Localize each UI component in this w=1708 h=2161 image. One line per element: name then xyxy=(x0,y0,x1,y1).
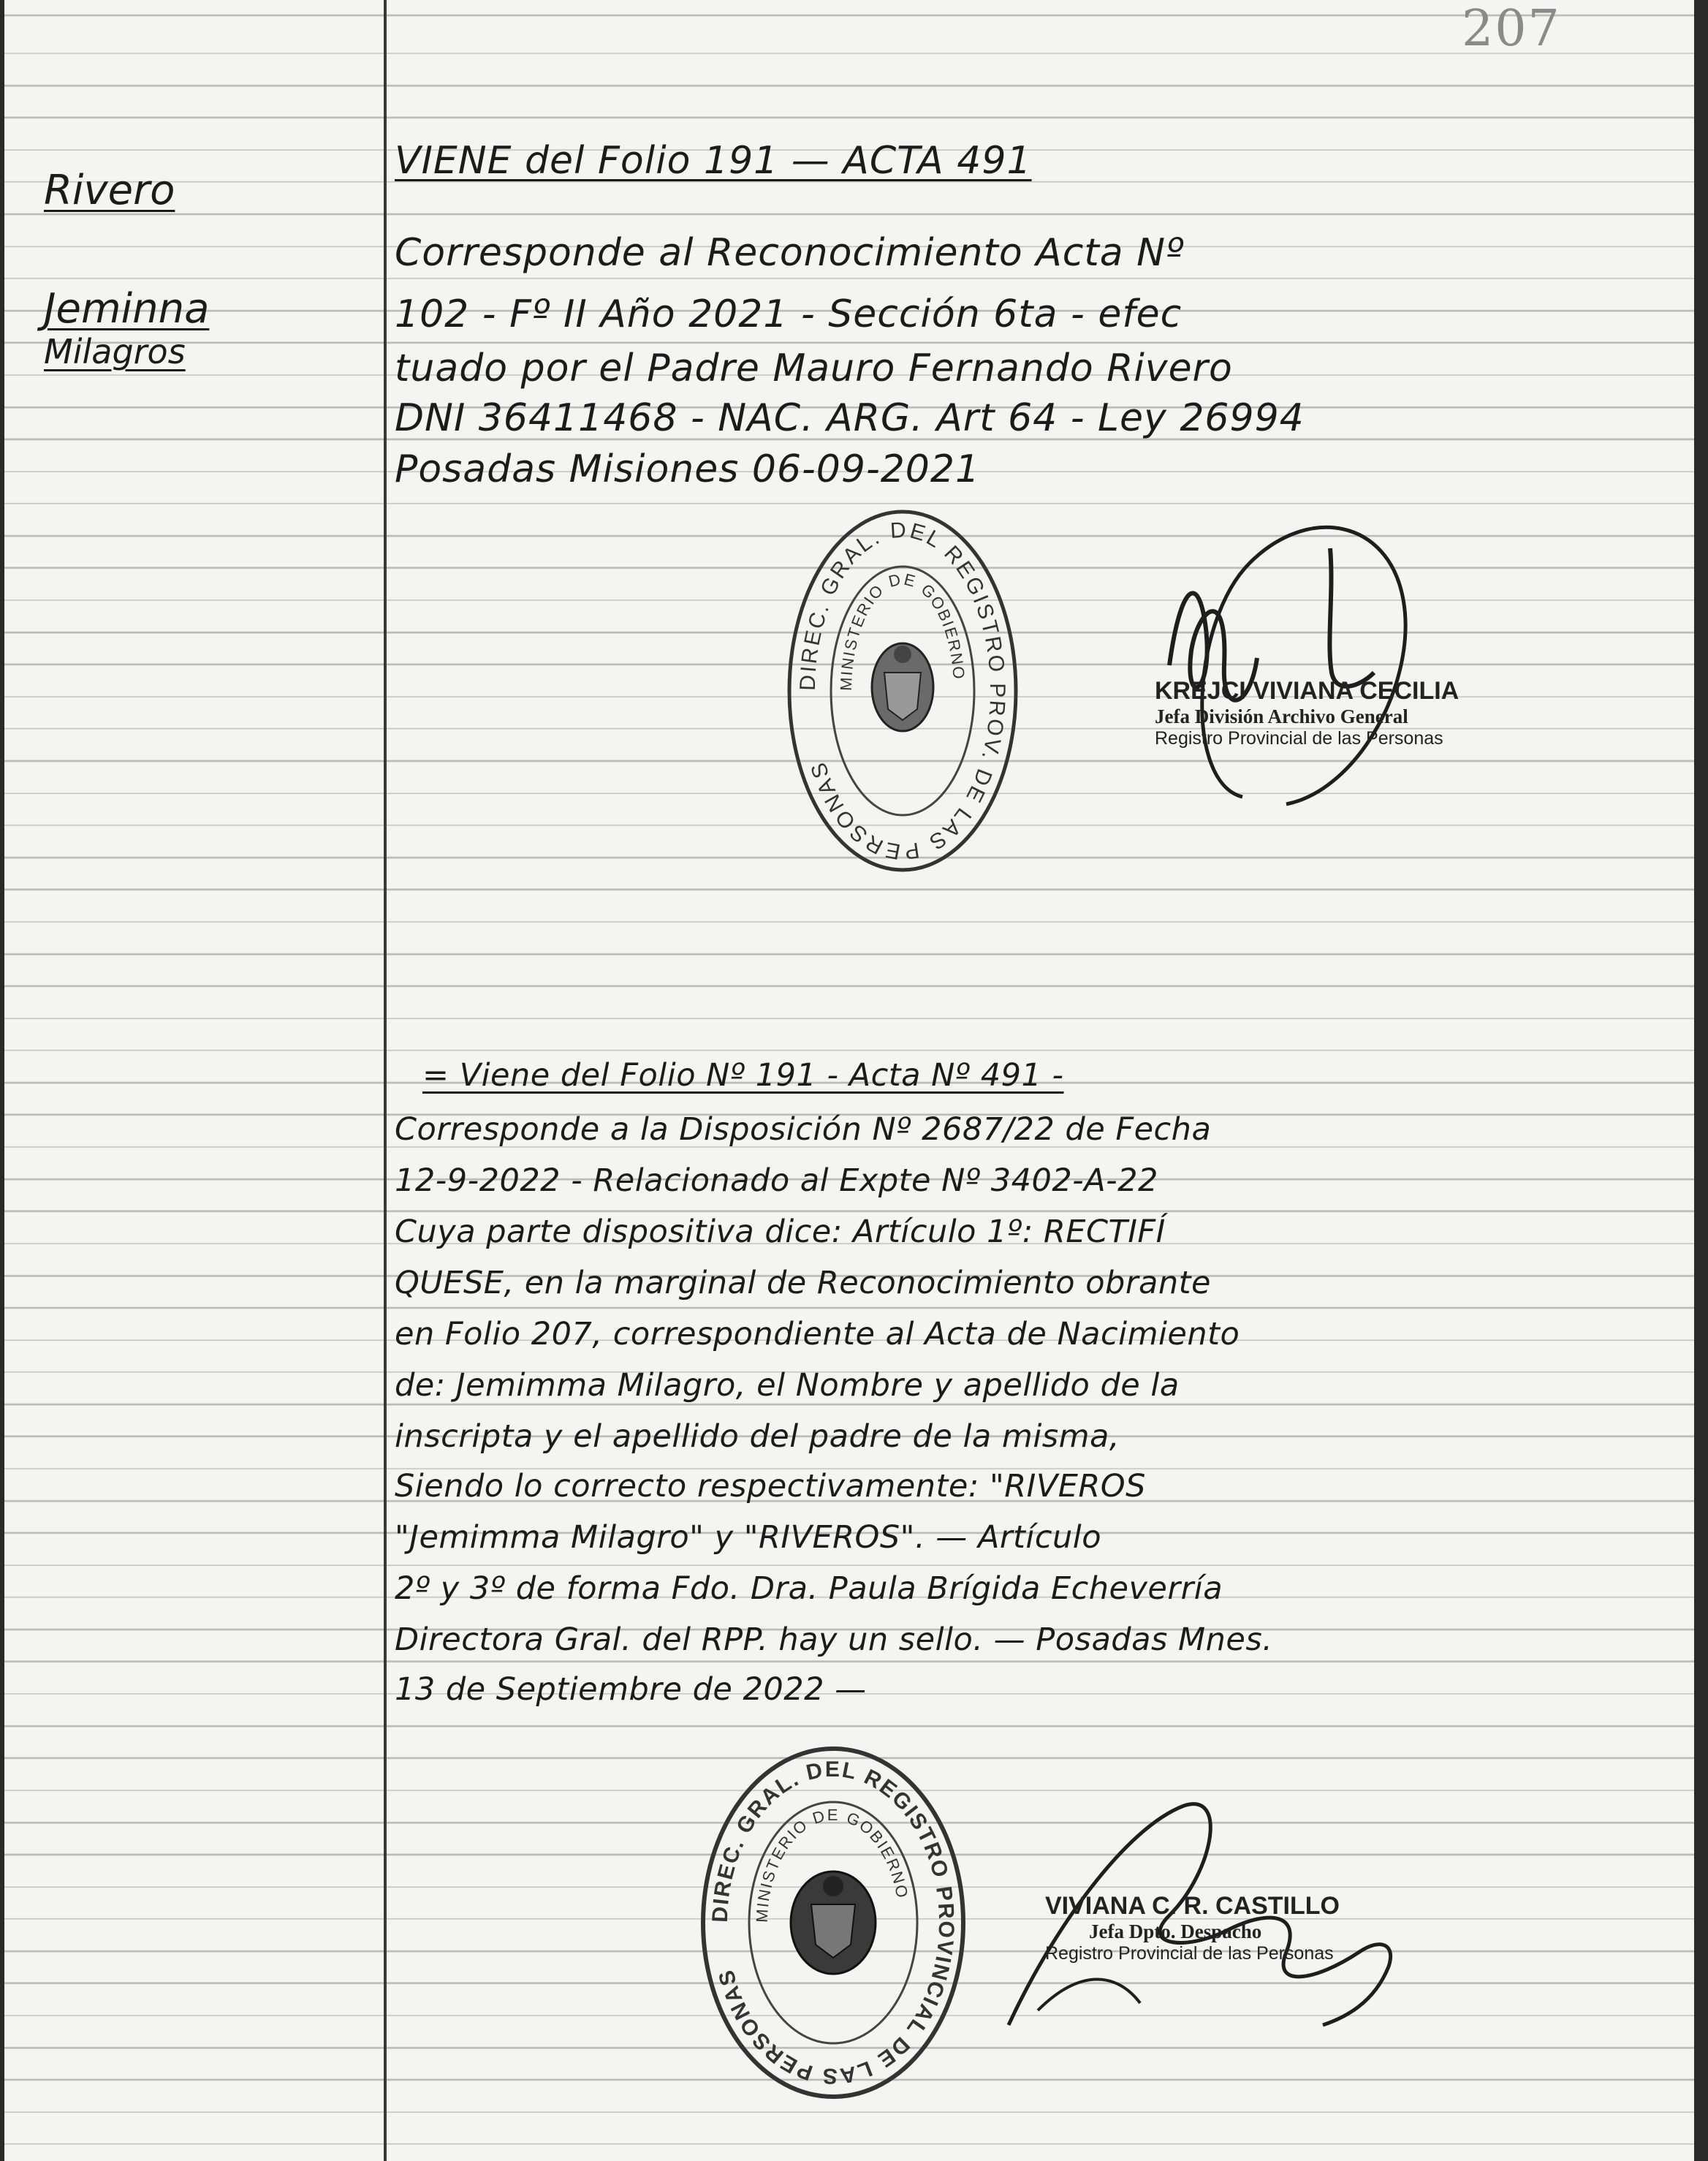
entry1-line-1: VIENE del Folio 191 — ACTA 491 xyxy=(395,139,1032,183)
entry1-line-6: Posadas Misiones 06-09-2021 xyxy=(395,447,981,491)
margin-second-name: Milagros xyxy=(44,332,186,371)
entry2-line-3: 12-9-2022 - Relacionado al Expte Nº 3402-A-22 xyxy=(395,1162,1158,1199)
signatory-1-name: KREJCI VIVIANA CECILIA xyxy=(1155,677,1460,705)
seal-1-coat-of-arms-icon xyxy=(872,643,933,731)
left-binding-edge xyxy=(0,0,4,2161)
entry2-line-10: "Jemimma Milagro" y "RIVEROS". — Artículo xyxy=(395,1519,1102,1556)
entry2-line-9: Siendo lo correcto respectivamente: "RIVEROS xyxy=(395,1468,1146,1505)
seal-1-outer-text: DIREC. GRAL. DEL REGISTRO PROV. DE LAS PERSONAS xyxy=(795,518,1010,864)
seal-2-coat-of-arms-icon xyxy=(791,1872,876,1974)
signature-block-1 xyxy=(1155,677,1459,749)
margin-first-name: Jeminna xyxy=(44,285,210,333)
entry2-line-8: inscripta y el apellido del padre de la misma, xyxy=(395,1418,1120,1455)
entry1-line-4: tuado por el Padre Mauro Fernando Rivero xyxy=(395,347,1233,390)
entry2-line-12: Directora Gral. del RPP. hay un sello. — Posadas Mnes. xyxy=(395,1621,1273,1658)
signatory-2-org: Registro Provincial de las Personas xyxy=(1045,1943,1334,1964)
signatory-2-title: Jefa Dpto. Despacho xyxy=(1089,1920,1262,1942)
margin-surname: Rivero xyxy=(44,167,175,214)
signatory-2-name: VIVIANA C. R. CASTILLO xyxy=(1045,1892,1340,1920)
entry1-line-5: DNI 36411468 - NAC. ARG. Art 64 - Ley 26994 xyxy=(395,396,1305,440)
signatory-1-org: Registro Provincial de las Personas xyxy=(1155,728,1443,749)
official-seal-2 xyxy=(694,1740,972,2105)
official-seal-1 xyxy=(782,504,1023,877)
entry2-line-11: 2º y 3º de forma Fdo. Dra. Paula Brígida Echeverría xyxy=(395,1570,1223,1607)
entry2-line-1: = Viene del Folio Nº 191 - Acta Nº 491 - xyxy=(422,1057,1064,1094)
signature-block-2 xyxy=(1045,1892,1340,1964)
seal-2-inner-text: MINISTERIO DE GOBIERNO xyxy=(752,1805,912,1923)
entry2-line-7: de: Jemimma Milagro, el Nombre y apellido de la xyxy=(395,1367,1180,1404)
entry1-line-3: 102 - Fº II Año 2021 - Sección 6ta - efec xyxy=(395,292,1183,336)
entry2-line-5: QUESE, en la marginal de Reconocimiento obrante xyxy=(395,1265,1211,1301)
right-page-edge xyxy=(1694,0,1708,2161)
signatory-1-title: Jefa División Archivo General xyxy=(1155,705,1408,727)
entry2-line-2: Corresponde a la Disposición Nº 2687/22 de Fecha xyxy=(395,1111,1212,1148)
seal-2-outer-text: DIREC. GRAL. DEL REGISTRO PROVINCIAL DE LAS PERSONAS xyxy=(707,1757,959,2089)
margin-column-rule xyxy=(384,0,387,2161)
entry2-line-13: 13 de Septiembre de 2022 — xyxy=(395,1671,867,1708)
folio-number: 207 xyxy=(1462,0,1561,58)
entry1-line-2: Corresponde al Reconocimiento Acta Nº xyxy=(395,231,1185,275)
entry2-line-6: en Folio 207, correspondiente al Acta de Nacimiento xyxy=(395,1316,1240,1352)
entry2-line-4: Cuya parte dispositiva dice: Artículo 1º: RECTIFÍ xyxy=(395,1214,1166,1250)
signature-1-scribble-icon xyxy=(1140,475,1491,819)
seal-1-inner-text: MINISTERIO DE GOBIERNO xyxy=(836,569,968,692)
